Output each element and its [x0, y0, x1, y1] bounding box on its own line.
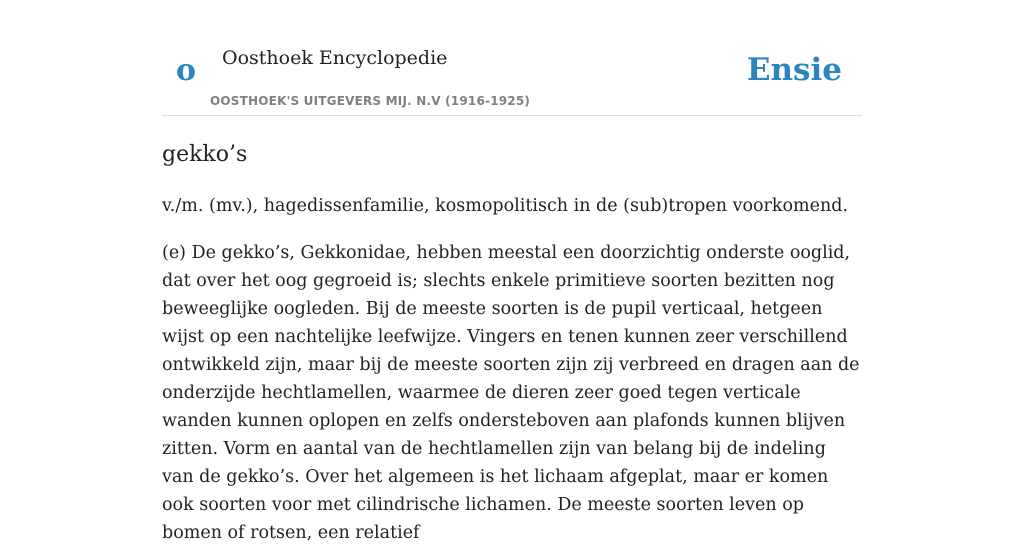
page: [162, 0, 862, 543]
entry-body: (e) De gekko’s, Gekkonidae, hebben meestal een doorzichtig onderste ooglid, dat over het oog gegroeid is; slechts enkele primitieve soorten bezitten nog beweeglijke oogleden. Bij de meeste soorten is de pupil verticaal, hetgeen wijst op een nachtelijke leefwijze. Vingers en tenen kunnen zeer verschillend ontwikkeld zijn, maar bij de meeste soorten zijn zij verbreed en dragen aan de onderzijde hechtlamellen, waarmee de dieren zeer goed tegen verticale wanden kunnen oplopen en zelfs ondersteboven aan plafonds kunnen blijven zitten. Vorm en aantal van de hechtlamellen zijn van belang bij de indeling van de gekko’s. Over het algemeen is het lichaam afgeplat, maar er komen ook soorten voor met cilindrische lichamen. De meeste soorten leven op bomen of rotsen, een relatief: [162, 243, 860, 543]
publisher-label: OOSTHOEK'S UITGEVERS MIJ. N.V (1916-1925): [210, 94, 531, 108]
source-title-link[interactable]: Oosthoek Encyclopedie: [222, 47, 448, 69]
entry-title: gekko’s: [162, 142, 248, 167]
source-header: [162, 0, 862, 116]
entry-definition: v./m. (mv.), hagedissenfamilie, kosmopolitisch in de (sub)tropen voorkomend.: [162, 196, 849, 216]
ensie-logo-link[interactable]: Ensie: [746, 52, 842, 88]
source-logo[interactable]: o: [176, 53, 197, 88]
